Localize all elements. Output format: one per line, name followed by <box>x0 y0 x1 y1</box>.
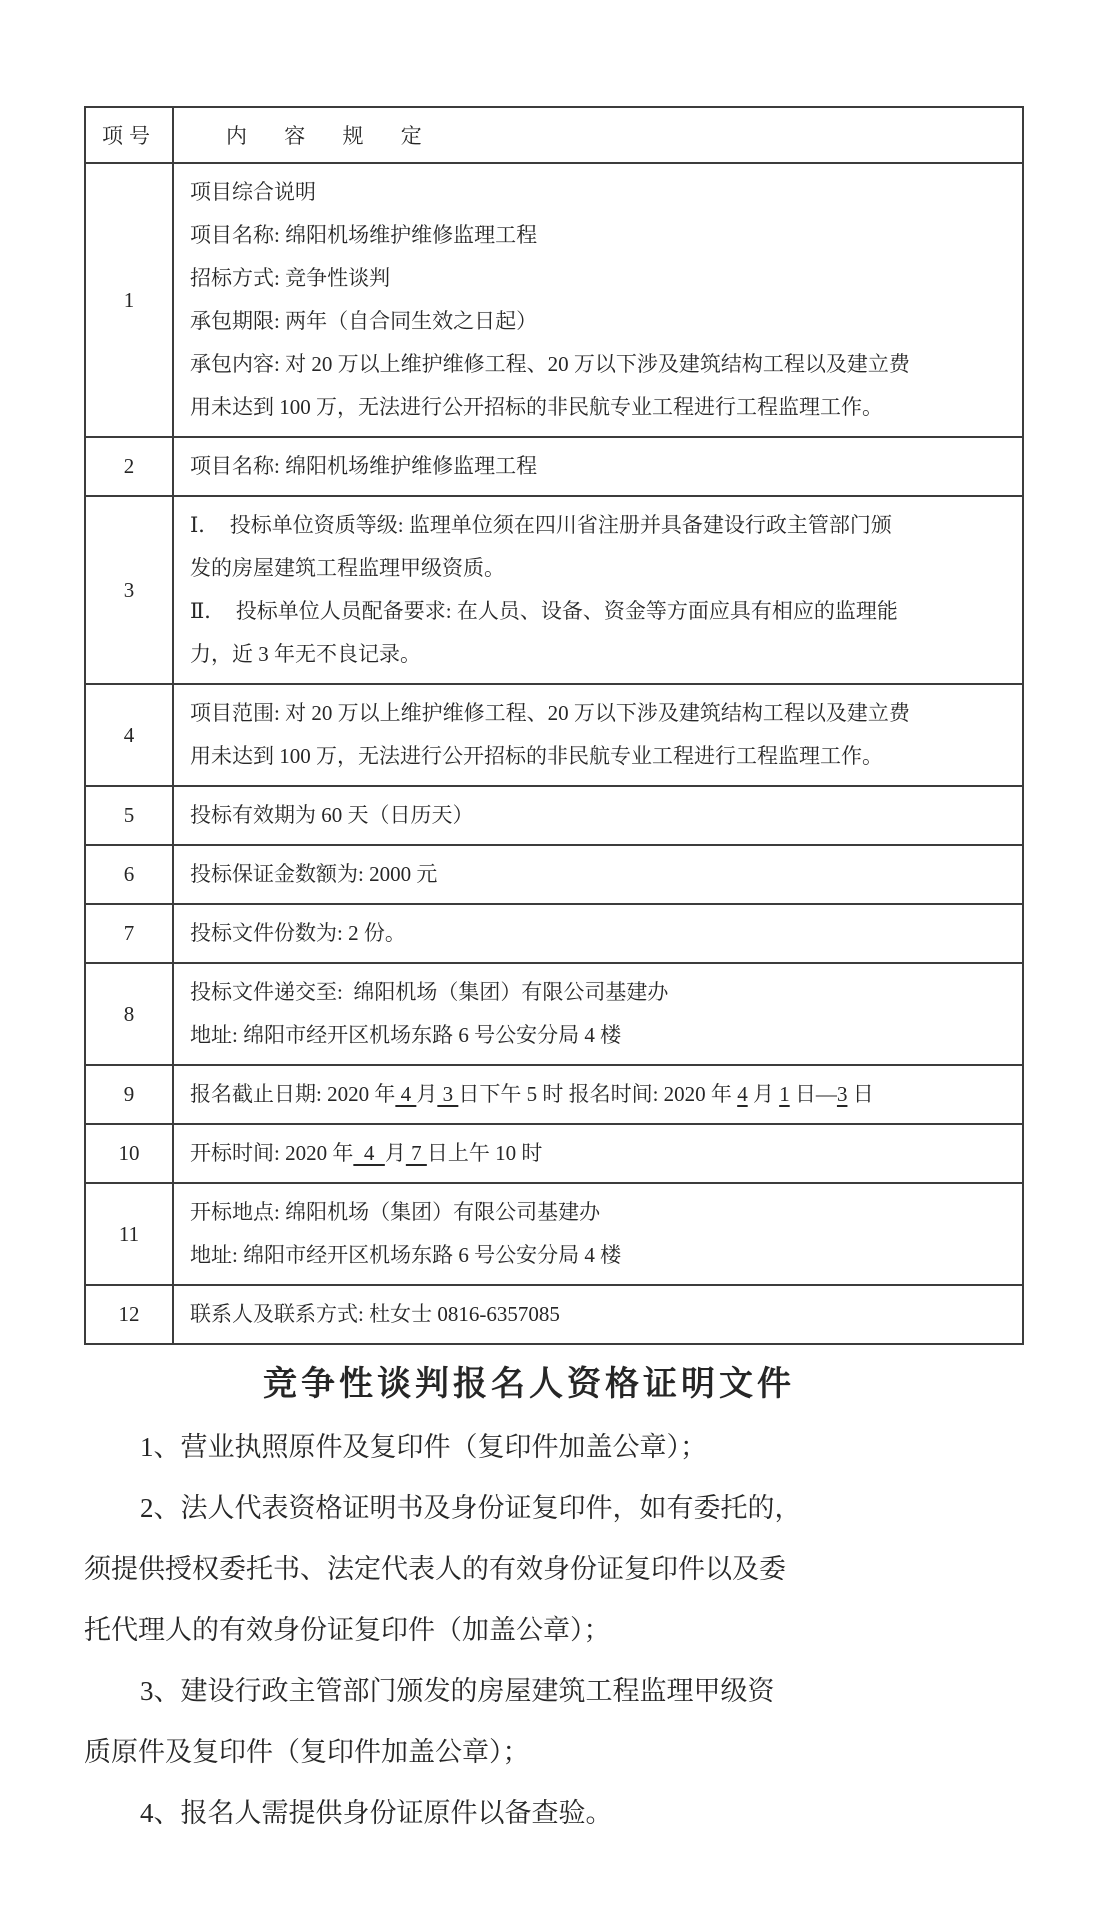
qualification-paragraph-line: 1、营业执照原件及复印件（复印件加盖公章）； <box>140 1432 707 1462</box>
table-row <box>85 904 1023 963</box>
table-row <box>85 684 1023 786</box>
underlined-value: 4 <box>353 1141 385 1165</box>
section-title: 竞争性谈判报名人资格证明文件 <box>263 1366 795 1403</box>
text-segment: 日下午 5 时 报名时间: 2020 年 <box>458 1082 738 1106</box>
qualification-paragraph-line: 4、报名人需提供身份证原件以备查验。 <box>140 1798 613 1828</box>
row-content-cell <box>173 1065 1023 1124</box>
cell-line: 投标文件递交至: 绵阳机场（集团）有限公司基建办 <box>190 980 669 1004</box>
cell-line: 项目名称: 绵阳机场维护维修监理工程 <box>190 223 538 247</box>
row-content-cell <box>173 684 1023 786</box>
table-row <box>85 437 1023 496</box>
underlined-value: 4 <box>395 1082 417 1106</box>
cell-line: 招标方式: 竞争性谈判 <box>190 266 391 290</box>
spec-table <box>84 106 1024 1345</box>
cell-line <box>190 1132 1010 1175</box>
cell-line: 发的房屋建筑工程监理甲级资质。 <box>190 556 505 580</box>
row-content-cell <box>173 963 1023 1065</box>
row-content-cell <box>173 496 1023 684</box>
row-number-cell: 4 <box>85 684 173 786</box>
cell-line: 联系人及联系方式: 杜女士 0816-6357085 <box>190 1302 560 1326</box>
underlined-value: 4 <box>737 1082 748 1106</box>
table-row <box>85 963 1023 1065</box>
qualification-paragraph-line: 须提供授权委托书、法定代表人的有效身份证复印件以及委 <box>84 1554 786 1584</box>
qualification-paragraph-line: 托代理人的有效身份证复印件（加盖公章）； <box>84 1615 611 1645</box>
cell-line: 项目范围: 对 20 万以上维护维修工程、20 万以下涉及建筑结构工程以及建立费 <box>190 701 910 725</box>
cell-line: 力，近 3 年无不良记录。 <box>190 642 421 666</box>
document-page <box>84 106 1024 1844</box>
text-segment: 开标时间: 2020 年 <box>190 1141 354 1165</box>
table-row <box>85 1285 1023 1344</box>
text-segment: 月 <box>384 1141 406 1165</box>
underlined-value: 1 <box>779 1082 790 1106</box>
table-header-row <box>85 107 1023 163</box>
cell-line: 项目综合说明 <box>190 180 316 204</box>
text-segment: 报名截止日期: 2020 年 <box>190 1082 396 1106</box>
table-row <box>85 1065 1023 1124</box>
cell-line: 地址: 绵阳市经开区机场东路 6 号公安分局 4 楼 <box>190 1243 622 1267</box>
table-body <box>85 163 1023 1344</box>
cell-line: 承包期限: 两年（自合同生效之日起） <box>190 309 538 333</box>
text-segment: 月 <box>416 1082 438 1106</box>
cell-line: Ⅱ． 投标单位人员配备要求: 在人员、设备、资金等方面应具有相应的监理能 <box>190 599 898 623</box>
text-segment: 日 <box>847 1082 874 1106</box>
cell-line: 项目名称: 绵阳机场维护维修监理工程 <box>190 454 538 478</box>
row-number-cell: 11 <box>85 1183 173 1285</box>
underlined-value: 7 <box>405 1141 427 1165</box>
cell-line: 开标地点: 绵阳机场（集团）有限公司基建办 <box>190 1200 601 1224</box>
qualification-paragraph-line: 2、法人代表资格证明书及身份证复印件，如有委托的， <box>140 1493 802 1523</box>
cell-line: 投标有效期为 60 天（日历天） <box>190 803 474 827</box>
cell-line: 用未达到 100 万，无法进行公开招标的非民航专业工程进行工程监理工作。 <box>190 395 883 419</box>
col-content-header: 内 容 规 定 <box>173 107 1023 163</box>
row-content-cell <box>173 437 1023 496</box>
row-number-cell: 10 <box>85 1124 173 1183</box>
row-number-cell: 7 <box>85 904 173 963</box>
cell-line: 地址: 绵阳市经开区机场东路 6 号公安分局 4 楼 <box>190 1023 622 1047</box>
row-content-cell <box>173 1285 1023 1344</box>
table-row <box>85 496 1023 684</box>
text-segment: 日上午 10 时 <box>426 1141 543 1165</box>
col-item-no-header: 项号 <box>85 107 173 163</box>
text-segment: 月 <box>747 1082 780 1106</box>
qualification-paragraph-line: 质原件及复印件（复印件加盖公章）； <box>84 1737 530 1767</box>
cell-line: 用未达到 100 万，无法进行公开招标的非民航专业工程进行工程监理工作。 <box>190 744 883 768</box>
cell-line: 投标文件份数为: 2 份。 <box>190 921 406 945</box>
row-number-cell: 12 <box>85 1285 173 1344</box>
row-content-cell <box>173 1124 1023 1183</box>
underlined-value: 3 <box>836 1082 848 1106</box>
table-row <box>85 1124 1023 1183</box>
cell-line: Ⅰ． 投标单位资质等级: 监理单位须在四川省注册并具备建设行政主管部门颁 <box>190 513 892 537</box>
table-row <box>85 845 1023 904</box>
cell-line: 承包内容: 对 20 万以上维护维修工程、20 万以下涉及建筑结构工程以及建立费 <box>190 352 910 376</box>
text-segment: 日— <box>789 1082 837 1106</box>
qualification-paragraph-line: 3、建设行政主管部门颁发的房屋建筑工程监理甲级资 <box>140 1676 775 1706</box>
row-number-cell: 2 <box>85 437 173 496</box>
row-content-cell <box>173 786 1023 845</box>
row-number-cell: 6 <box>85 845 173 904</box>
table-row <box>85 786 1023 845</box>
row-number-cell: 3 <box>85 496 173 684</box>
cell-line <box>190 1073 1010 1116</box>
row-number-cell: 1 <box>85 163 173 437</box>
table-row <box>85 1183 1023 1285</box>
row-number-cell: 8 <box>85 963 173 1065</box>
row-content-cell <box>173 163 1023 437</box>
row-content-cell <box>173 1183 1023 1285</box>
row-content-cell <box>173 904 1023 963</box>
row-number-cell: 9 <box>85 1065 173 1124</box>
table-row <box>85 163 1023 437</box>
row-content-cell <box>173 845 1023 904</box>
underlined-value: 3 <box>437 1082 459 1106</box>
row-number-cell: 5 <box>85 786 173 845</box>
qualification-list <box>84 1417 914 1844</box>
cell-line: 投标保证金数额为: 2000 元 <box>190 862 438 886</box>
